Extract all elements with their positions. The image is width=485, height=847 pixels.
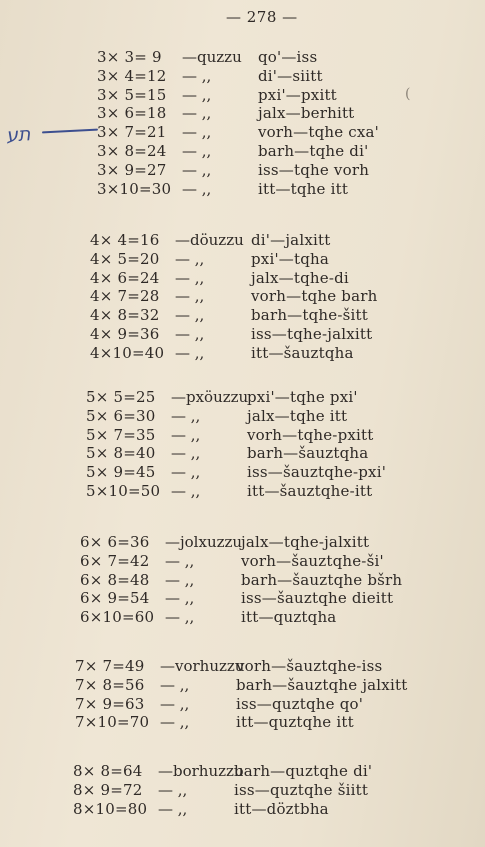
multiplication-expression: 5× 7=35 xyxy=(86,425,156,444)
multiplication-expression: 3× 8=24 xyxy=(97,141,167,160)
multiplication-expression: 5× 6=30 xyxy=(86,406,156,425)
table-row xyxy=(97,67,379,86)
result-text: iss—quztqhe qo' xyxy=(236,694,364,713)
multiplier-word: — ,, xyxy=(175,324,205,343)
multiplication-expression: 4× 7=28 xyxy=(90,287,160,306)
result-text: itt—šauztqhe-itt xyxy=(247,481,373,500)
multiplier-word: — ,, xyxy=(182,160,212,179)
table-row xyxy=(97,86,379,105)
table-row xyxy=(90,269,377,288)
result-text: pxi'—pxitt xyxy=(258,85,337,104)
table-row xyxy=(90,287,377,306)
result-text: itt—tqhe itt xyxy=(258,179,349,198)
multiplication-expression: 4× 6=24 xyxy=(90,268,160,287)
result-text: vorh—tqhe cxa' xyxy=(258,123,379,142)
multiplier-word: — ,, xyxy=(165,608,195,627)
margin-mark: ( xyxy=(405,86,411,102)
table-row xyxy=(90,306,377,325)
multiplier-word: —borhuzzu xyxy=(158,762,244,780)
table-group-6 xyxy=(80,533,402,627)
pen-stroke xyxy=(42,129,98,134)
table-row xyxy=(73,800,372,819)
result-text: vorh—tqhe barh xyxy=(251,287,378,306)
multiplier-word: — ,, xyxy=(171,406,201,425)
multiplier-word: — ,, xyxy=(182,179,212,198)
result-text: pxi'—tqhe pxi' xyxy=(247,388,358,406)
multiplication-expression: 7× 9=63 xyxy=(75,694,145,713)
multiplication-expression: 4× 4=16 xyxy=(90,231,160,249)
table-group-7 xyxy=(75,657,407,732)
result-text: itt—döztbha xyxy=(234,799,329,818)
result-text: iss—quztqhe šiitt xyxy=(234,780,369,799)
table-row xyxy=(86,482,386,501)
table-group-3 xyxy=(97,48,379,198)
page-number: — 278 — xyxy=(226,8,298,26)
multiplication-expression: 3× 7=21 xyxy=(97,123,167,142)
result-text: barh—šauztqhe jalxitt xyxy=(236,675,408,694)
result-text: barh—tqhe di' xyxy=(258,141,369,160)
result-text: di'—jalxitt xyxy=(251,231,331,249)
multiplication-expression: 4× 9=36 xyxy=(90,324,160,343)
table-row xyxy=(86,407,386,426)
table-group-8 xyxy=(73,762,372,818)
multiplication-expression: 4× 8=32 xyxy=(90,306,160,325)
multiplier-word: — ,, xyxy=(182,85,212,104)
handwritten-margin-note: תע xyxy=(5,123,32,147)
multiplication-expression: 3× 5=15 xyxy=(97,85,167,104)
multiplier-word: — ,, xyxy=(175,249,205,268)
multiplier-word: — ,, xyxy=(182,141,212,160)
multiplier-word: — ,, xyxy=(171,425,201,444)
multiplication-expression: 7× 8=56 xyxy=(75,675,145,694)
multiplier-word: — ,, xyxy=(158,799,188,818)
result-text: iss—tqhe-jalxitt xyxy=(251,324,373,343)
table-group-4 xyxy=(90,231,377,363)
multiplication-expression: 3×10=30 xyxy=(97,179,172,198)
table-row xyxy=(75,713,407,732)
multiplication-expression: 8× 9=72 xyxy=(73,780,143,799)
result-text: pxi'—tqha xyxy=(251,249,330,268)
multiplier-word: —vorhuzzu xyxy=(160,657,245,675)
result-text: qo'—iss xyxy=(258,48,318,66)
multiplication-expression: 5× 9=45 xyxy=(86,463,156,482)
result-text: barh—šauztqha xyxy=(247,444,369,463)
table-row xyxy=(80,533,402,552)
multiplication-expression: 3× 9=27 xyxy=(97,160,167,179)
multiplication-expression: 6× 6=36 xyxy=(80,533,150,551)
multiplication-expression: 5× 5=25 xyxy=(86,388,156,406)
multiplier-word: —pxöuzzu xyxy=(171,388,249,406)
multiplier-word: — ,, xyxy=(158,780,188,799)
table-row xyxy=(90,344,377,363)
result-text: iss—tqhe vorh xyxy=(258,160,370,179)
multiplication-expression: 4×10=40 xyxy=(90,343,165,362)
multiplier-word: —jolxuzzu xyxy=(165,533,243,551)
multiplier-word: — ,, xyxy=(160,675,190,694)
table-row xyxy=(97,142,379,161)
table-row xyxy=(97,123,379,142)
table-row xyxy=(97,180,379,199)
multiplication-expression: 3× 4=12 xyxy=(97,66,167,85)
multiplication-expression: 6× 9=54 xyxy=(80,589,150,608)
multiplication-expression: 7×10=70 xyxy=(75,713,150,732)
multiplier-word: —quzzu xyxy=(182,48,242,66)
multiplier-word: — ,, xyxy=(182,104,212,123)
multiplier-word: — ,, xyxy=(175,287,205,306)
table-group-5 xyxy=(86,388,386,501)
result-text: vorh—šauztqhe-ši' xyxy=(241,551,384,570)
multiplier-word: — ,, xyxy=(171,444,201,463)
table-row xyxy=(90,325,377,344)
multiplier-word: — ,, xyxy=(171,481,201,500)
table-row xyxy=(80,608,402,627)
multiplication-expression: 7× 7=49 xyxy=(75,657,145,675)
multiplier-word: — ,, xyxy=(160,713,190,732)
multiplication-expression: 5×10=50 xyxy=(86,481,161,500)
result-text: vorh—tqhe-pxitt xyxy=(247,425,374,444)
multiplication-expression: 4× 5=20 xyxy=(90,249,160,268)
multiplication-expression: 3× 6=18 xyxy=(97,104,167,123)
multiplier-word: — ,, xyxy=(171,463,201,482)
table-row xyxy=(80,552,402,571)
result-text: iss—šauztqhe dieitt xyxy=(241,589,394,608)
multiplier-word: — ,, xyxy=(182,66,212,85)
multiplier-word: — ,, xyxy=(175,343,205,362)
multiplier-word: — ,, xyxy=(175,268,205,287)
table-row xyxy=(97,48,379,67)
multiplication-expression: 8×10=80 xyxy=(73,799,148,818)
multiplier-word: — ,, xyxy=(165,589,195,608)
result-text: itt—šauztqha xyxy=(251,343,354,362)
table-row xyxy=(97,104,379,123)
result-text: di'—siitt xyxy=(258,66,323,85)
table-row xyxy=(75,676,407,695)
multiplier-word: — ,, xyxy=(182,123,212,142)
result-text: itt—quztqhe itt xyxy=(236,713,354,732)
table-row xyxy=(86,463,386,482)
table-row xyxy=(97,161,379,180)
table-row xyxy=(73,781,372,800)
table-row xyxy=(86,426,386,445)
multiplication-expression: 3× 3= 9 xyxy=(97,48,162,66)
multiplier-word: — ,, xyxy=(160,694,190,713)
table-row xyxy=(75,657,407,676)
table-row xyxy=(73,762,372,781)
multiplier-word: — ,, xyxy=(165,570,195,589)
result-text: iss—šauztqhe-pxi' xyxy=(247,463,387,482)
table-row xyxy=(90,250,377,269)
table-row xyxy=(75,695,407,714)
table-row xyxy=(90,231,377,250)
result-text: barh—quztqhe di' xyxy=(234,762,373,780)
result-text: jalx—berhitt xyxy=(258,104,355,123)
multiplication-expression: 8× 8=64 xyxy=(73,762,143,780)
result-text: jalx—tqhe-jalxitt xyxy=(241,533,370,551)
multiplier-word: — ,, xyxy=(165,551,195,570)
table-row xyxy=(80,571,402,590)
table-row xyxy=(86,388,386,407)
table-row xyxy=(86,444,386,463)
multiplication-expression: 6× 7=42 xyxy=(80,551,150,570)
result-text: itt—quztqha xyxy=(241,608,337,627)
multiplication-expression: 6×10=60 xyxy=(80,608,155,627)
result-text: jalx—tqhe-di xyxy=(251,268,349,287)
multiplication-expression: 6× 8=48 xyxy=(80,570,150,589)
result-text: barh—šauztqhe bšrh xyxy=(241,570,403,589)
table-row xyxy=(80,589,402,608)
multiplier-word: —döuzzu xyxy=(175,231,244,249)
multiplier-word: — ,, xyxy=(175,306,205,325)
result-text: barh—tqhe-šitt xyxy=(251,306,368,325)
multiplication-expression: 5× 8=40 xyxy=(86,444,156,463)
result-text: vorh—šauztqhe-iss xyxy=(236,657,383,675)
result-text: jalx—tqhe itt xyxy=(247,406,348,425)
